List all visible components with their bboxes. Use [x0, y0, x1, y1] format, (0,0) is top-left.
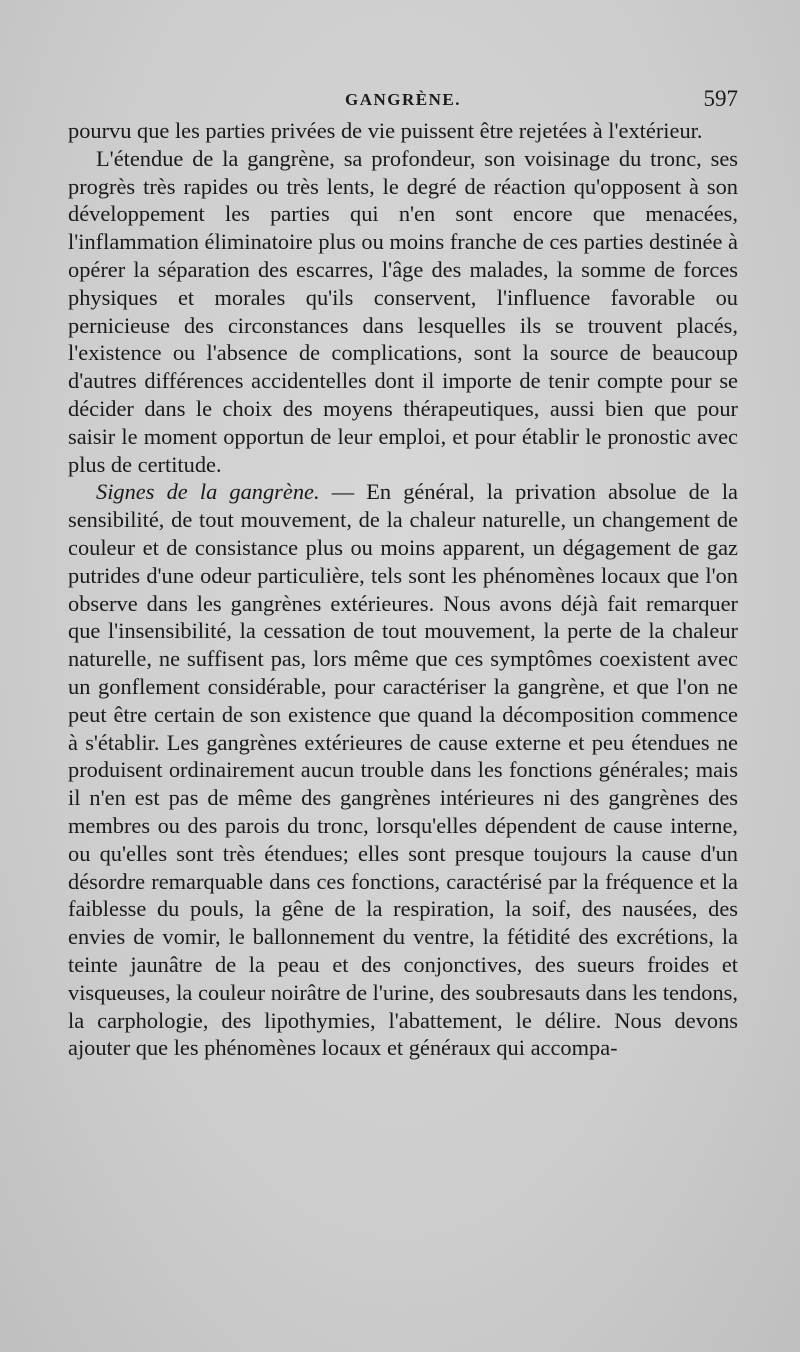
- page-header: [68, 86, 738, 116]
- paragraph-signes-text: — En général, la privation absolue de la sensibilité, de tout mouvement, de la chaleur naturelle, un changement de couleur et de consistance plus ou moins apparent, un dégagement de gaz putrides d'une odeur particulière, tels sont les phénomènes locaux que l'on observe dans les gangrènes extérieures. Nous avons déjà fait remarquer que l'insensibilité, la cessation de tout mouvement, la perte de la chaleur naturelle, ne suffisent pas, lors même que ces symptômes coexistent avec un gonflement considérable, pour caractériser la gangrène, et que l'on ne peut être certain de son existence que quand la décomposition commence à s'établir. Les gangrènes extérieures de cause externe et peu étendues ne produisent ordinairement aucun trouble dans les fonctions générales; mais il n'en est pas de même des gangrènes intérieures ni des gangrènes des membres ou des parois du tronc, lorsqu'elles dépendent de cause interne, ou qu'elles sont très étendues; elles sont presque toujours la cause d'un désordre remarquable dans ces fonctions, caractérisé par la fréquence et la faiblesse du pouls, la gêne de la respiration, la soif, des nausées, des envies de vomir, le ballonnement du ventre, la fétidité des excrétions, la teinte jaunâtre de la peau et des conjonctives, des sueurs froides et visqueuses, la couleur noirâtre de l'urine, des soubresauts dans les tendons, la carphologie, des lipothymies, l'abattement, le délire. Nous devons ajouter que les phénomènes locaux et généraux qui accompa-: [68, 479, 738, 1061]
- section-heading-signes: Signes de la gangrène.: [96, 479, 320, 505]
- paragraph-signes: [68, 478, 738, 1062]
- page-number: 597: [703, 86, 738, 111]
- body-text: [68, 117, 738, 1062]
- running-title: GANGRÈNE.: [345, 90, 461, 109]
- paragraph-continuation: pourvu que les parties privées de vie puissent être rejetées à l'extérieur.: [68, 118, 703, 143]
- paragraph-etendue: L'étendue de la gangrène, sa profondeur, son voisinage du tronc, ses progrès très rapides ou très lents, le degré de réaction qu'opposent à son développement les parties qui n'en sont encore que menacées, l'inflammation éliminatoire plus ou moins franche de ces parties destinée à opérer la séparation des escarres, l'âge des malades, la somme de forces physiques et morales qu'ils conservent, l'influence favorable ou pernicieuse des circonstances dans lesquelles ils se trouvent placés, l'existence ou l'absence de complications, sont la source de beaucoup d'autres différences accidentelles dont il importe de tenir compte pour se décider dans le choix des moyens thérapeutiques, aussi bien que pour saisir le moment opportun de leur emploi, et pour établir le pronostic avec plus de certitude.: [68, 145, 738, 477]
